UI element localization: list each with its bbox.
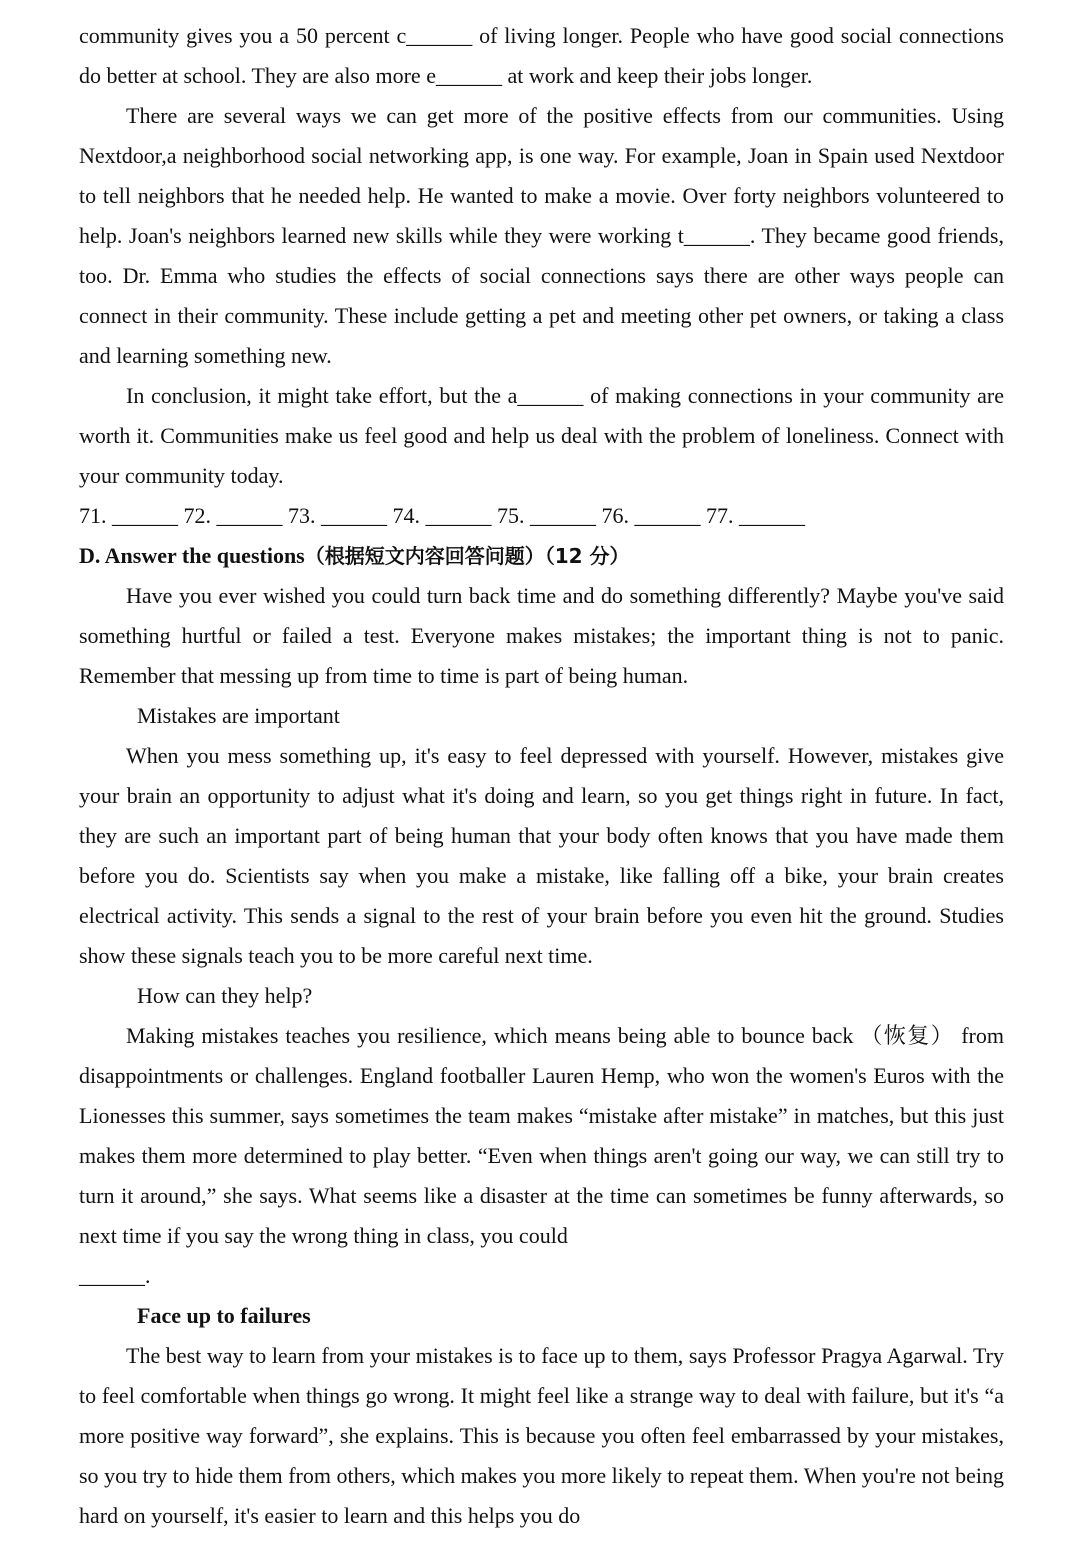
subhead-mistakes-are-important: Mistakes are important [137,703,340,728]
section-d-title-en: D. Answer the questions [79,543,305,568]
section-d-title-cn: （根据短文内容回答问题）（12 分） [304,544,630,568]
section-d-paragraph-1: When you mess something up, it's easy to feel depressed with yourself. However, mistakes give your brain an opportunity to adjust what it's doing and learn, so you get things right in future. In fact, they are such an important part of being human that your body often knows that you have made them before you do. Scientists say when you make a mistake, like falling off a bike, your brain creates electrical activity. This sends a signal to the rest of your brain before you even hit the ground. Studies show these signals teach you to be more careful next time. [79,743,1004,968]
section-c-paragraph-2: There are several ways we can get more of the positive effects from our communities. Using Nextdoor,a neighborhood social networking app, is one way. For example, Joan in Spain used Nextdoor to tell neighbors that he needed help. He wanted to make a movie. Over forty neighbors volunteered to help. Joan's neighbors learned new skills while they were working t______. They became good friends, too. Dr. Emma who studies the effects of social connections says there are other ways people can connect in their community. These include getting a pet and meeting other pet owners, or taking a class and learning something new. [79,103,1004,368]
section-d-paragraph-3: The best way to learn from your mistakes is to face up to them, says Professor Pragya Agarwal. Try to feel comfortable when things go wrong. It might feel like a strange way to deal with failure, but it's “a more positive way forward”, she explains. This is because you often feel embarrassed by your mistakes, so you try to hide them from others, which makes you more likely to repeat them. When you're not being hard on yourself, it's easier to learn and this helps you do [79,1343,1004,1528]
exam-page [79,16,1004,1536]
section-c-paragraph-1-end: community gives you a 50 percent c______ of living longer. People who have good social connections do better at school. They are also more e______ at work and keep their jobs longer. [79,23,1004,88]
section-d-title [79,536,1004,576]
answer-blanks-71-77: 71. ______ 72. ______ 73. ______ 74. ______ 75. ______ 76. ______ 77. ______ [79,503,805,528]
subhead-face-up-to-failures: Face up to failures [137,1303,311,1328]
section-d-intro: Have you ever wished you could turn back time and do something differently? Maybe you've said something hurtful or failed a test. Everyone makes mistakes; the important thing is not to panic. Remember that messing up from time to time is part of being human. [79,583,1004,688]
section-d-paragraph-2-blank: ______. [79,1263,151,1288]
subhead-how-can-they-help: How can they help? [137,983,313,1008]
section-d-paragraph-2: Making mistakes teaches you resilience, which means being able to bounce back （恢复） from disappointments or challenges. England footballer Lauren Hemp, who won the women's Euros with the Lionesses this summer, says sometimes the team makes “mistake after mistake” in matches, but this just makes them more determined to play better. “Even when things aren't going our way, we can still try to turn it around,” she says. What seems like a disaster at the time can sometimes be funny afterwards, so next time if you say the wrong thing in class, you could [79,1023,1004,1248]
section-c-paragraph-3: In conclusion, it might take effort, but the a______ of making connections in your community are worth it. Communities make us feel good and help us deal with the problem of loneliness. Connect with your community today. [79,383,1004,488]
